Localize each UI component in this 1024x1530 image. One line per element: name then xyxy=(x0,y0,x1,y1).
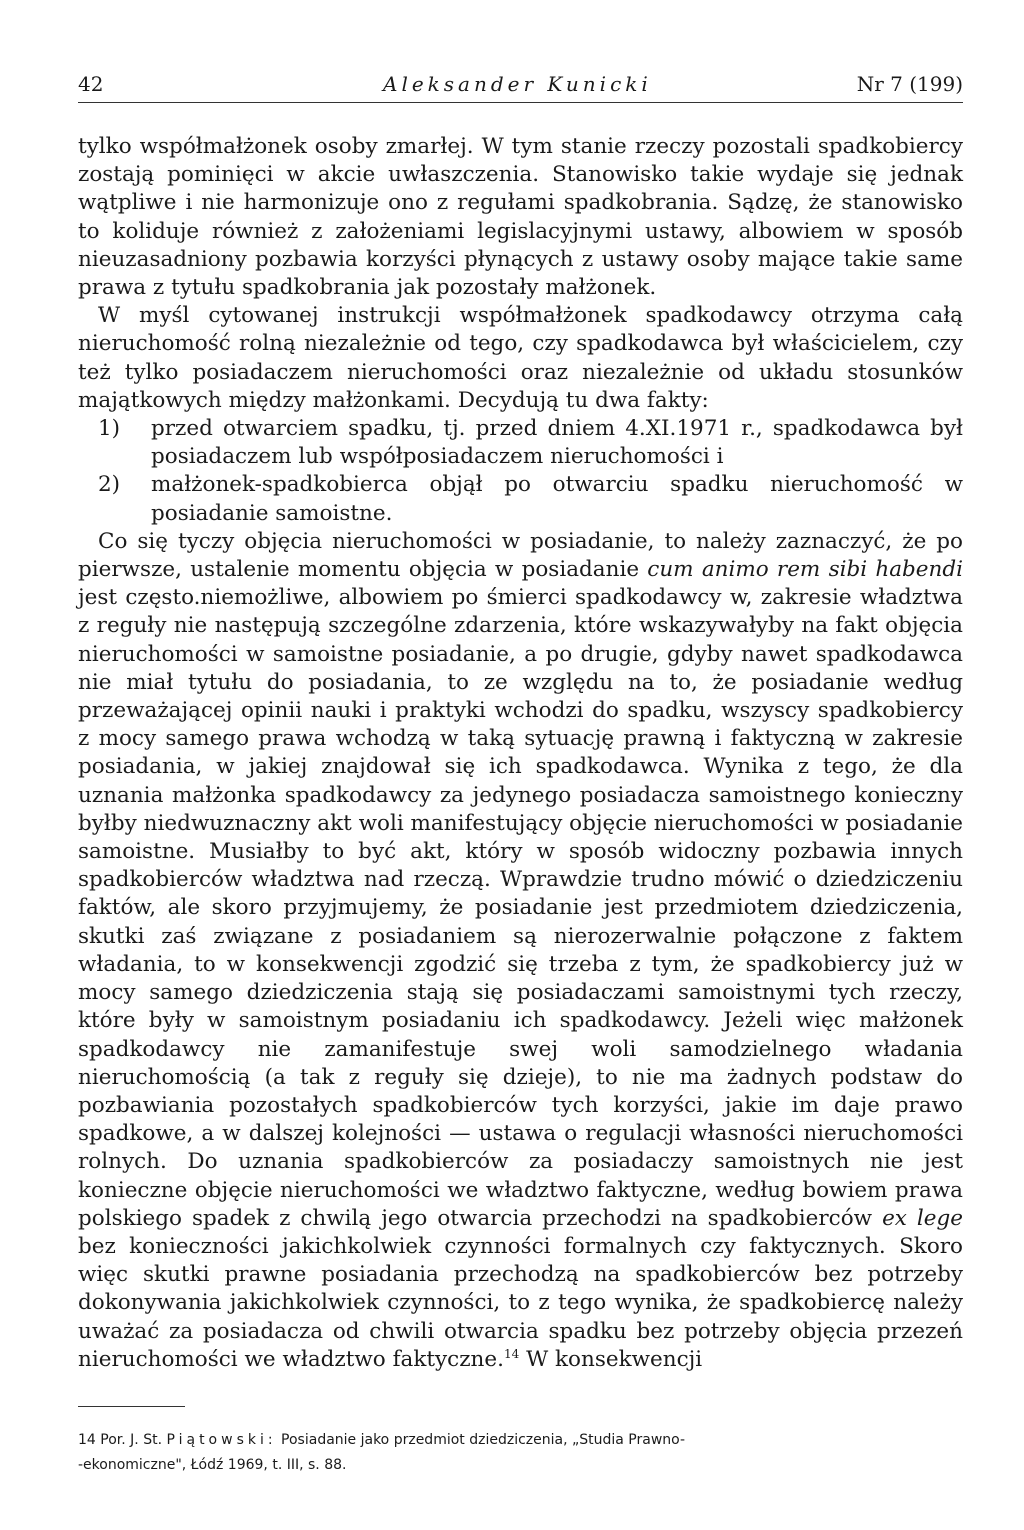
footnote-rule xyxy=(78,1406,185,1407)
list-item-text: przed otwarciem spadku, tj. przed dniem 4.XI.1971 r., spadkodawca był posiadaczem lub współposiadaczem nieruchomości i xyxy=(151,416,963,470)
paragraph-3 xyxy=(78,528,963,1374)
footnote-title-cont: -ekonomiczne", Łódź 1969, t. III, s. 88. xyxy=(78,1457,347,1473)
footnote-prefix: Por. J. St. xyxy=(95,1432,167,1448)
paragraph-3-text-b: jest często.niemożliwe, albowiem po śmierci spadkodawcy w, zakresie władztwa z reguły nie następują szczególne zdarzenia, które wskazywałyby na fakt objęcia nieruchomości w samoistne posiadanie, a po drugie, gdyby nawet spadkodawca nie miał tytułu do posiadania, to ze względu na to, że posiadanie według przeważającej opinii nauki i praktyki wchodzi do spadku, wszyscy spadkobiercy z mocy samego prawa wchodzą w taką sytuację prawną i faktyczną w zakresie posiadania, w jakiej znajdował się ich spadkodawca. Wynika z tego, że dla uznania małżonka spadkodawcy za jedynego posiadacza samoistnego konieczny byłby niedwuznaczny akt woli manifestujący objęcie nieruchomości w posiadanie samoistne. Musiałby to być akt, który w sposób widoczny pozbawia innych spadkobierców władztwa nad rzeczą. Wprawdzie trudno mówić o dziedziczeniu faktów, ale skoro przyjmujemy, że posiadanie jest przedmiotem dziedziczenia, skutki zaś związane z posiadaniem są nierozerwalnie połączone z faktem władania, to w konsekwencji zgodzić się trzeba z tym, że spadkobiercy już w mocy samego dziedziczenia stają się posiadaczami samoistnymi tych rzeczy, które były w samoistnym posiadaniu ich spadkodawcy. Jeżeli więc małżonek spadkodawcy nie zamanifestuje swej woli samodzielnego władania nieruchomością (a tak z reguły się dzieje), to nie ma żadnych podstaw do pozbawiania pozostałych spadkobierców tych korzyści, jakie im daje prawo spadkowe, a w dalszej kolejności — ustawa o regulacji własności nieruchomości rolnych. Do uznania spadkobierców za posiadaczy samoistnych nie jest konieczne objęcie nieruchomości we władztwo faktyczne, według bowiem prawa polskiego spadek z chwilą jego otwarcia przechodzi na spadkobierców xyxy=(78,585,963,1231)
paragraph-3-text-a: Co się tyczy objęcia nieruchomości w posiadanie, to należy zaznaczyć, że po pierwsze, ustalenie momentu objęcia w posiadanie xyxy=(78,528,963,583)
footnote-author: Piątowski: xyxy=(166,1432,277,1448)
page-number: 42 xyxy=(78,72,104,96)
header-rule xyxy=(78,102,963,103)
footnote-title: Posiadanie jako przedmiot dziedziczenia, „Studia Prawno- xyxy=(276,1432,686,1448)
latin-phrase: cum animo rem sibi habendi xyxy=(647,557,964,583)
issue-number: Nr 7 (199) xyxy=(856,72,963,96)
footnote-number: 14 xyxy=(78,1432,96,1448)
article-body xyxy=(78,133,963,1374)
running-header-author: Aleksander Kunicki xyxy=(383,72,652,96)
footnote xyxy=(78,1428,963,1478)
list-item-1 xyxy=(78,415,963,471)
paragraph-3-text-d: W konsekwencji xyxy=(519,1346,703,1372)
list-item-number: 2) xyxy=(98,472,121,498)
paragraph-1: tylko współmałżonek osoby zmarłej. W tym stanie rzeczy pozostali spadkobiercy zostają pominięci w akcie uwłaszczenia. Stanowisko takie wydaje się jednak wątpliwe i nie harmonizuje ono z regułami spadkobrania. Sądzę, że stanowisko to koliduje również z założeniami legislacyjnymi ustawy, albowiem w sposób nieuzasadniony pozbawia korzyści płynących z ustawy osoby mające takie same prawa z tytułu spadkobrania jak pozostały małżonek. xyxy=(78,134,963,301)
latin-phrase-ex-lege: ex lege xyxy=(882,1205,963,1231)
list-item-number: 1) xyxy=(98,416,121,442)
list-item-text: małżonek-spadkobierca objął po otwarciu spadku nieruchomość w posiadanie samoistne. xyxy=(151,472,963,526)
list-item-2 xyxy=(78,471,963,527)
paragraph-3-text-c: bez konieczności jakichkolwiek czynności formalnych czy faktycznych. Skoro więc skutki prawne posiadania przechodzą na spadkobierców bez potrzeby dokonywania jakichkolwiek czynności, to z tego wynika, że spadkobiercę należy uważać za posiadacza od chwili otwarcia spadku bez potrzeby objęcia przezeń nieruchomości we władztwo faktyczne. xyxy=(78,1233,963,1372)
paragraph-2: W myśl cytowanej instrukcji współmałżonek spadkodawcy otrzyma całą nieruchomość rolną niezależnie od tego, czy spadkodawca był właścicielem, czy też tylko posiadaczem nieruchomości oraz niezależnie od układu stosunków majątkowych między małżonkami. Decydują tu dwa fakty: xyxy=(78,303,963,413)
footnote-ref[interactable]: 14 xyxy=(503,1346,520,1361)
running-header xyxy=(78,72,963,100)
